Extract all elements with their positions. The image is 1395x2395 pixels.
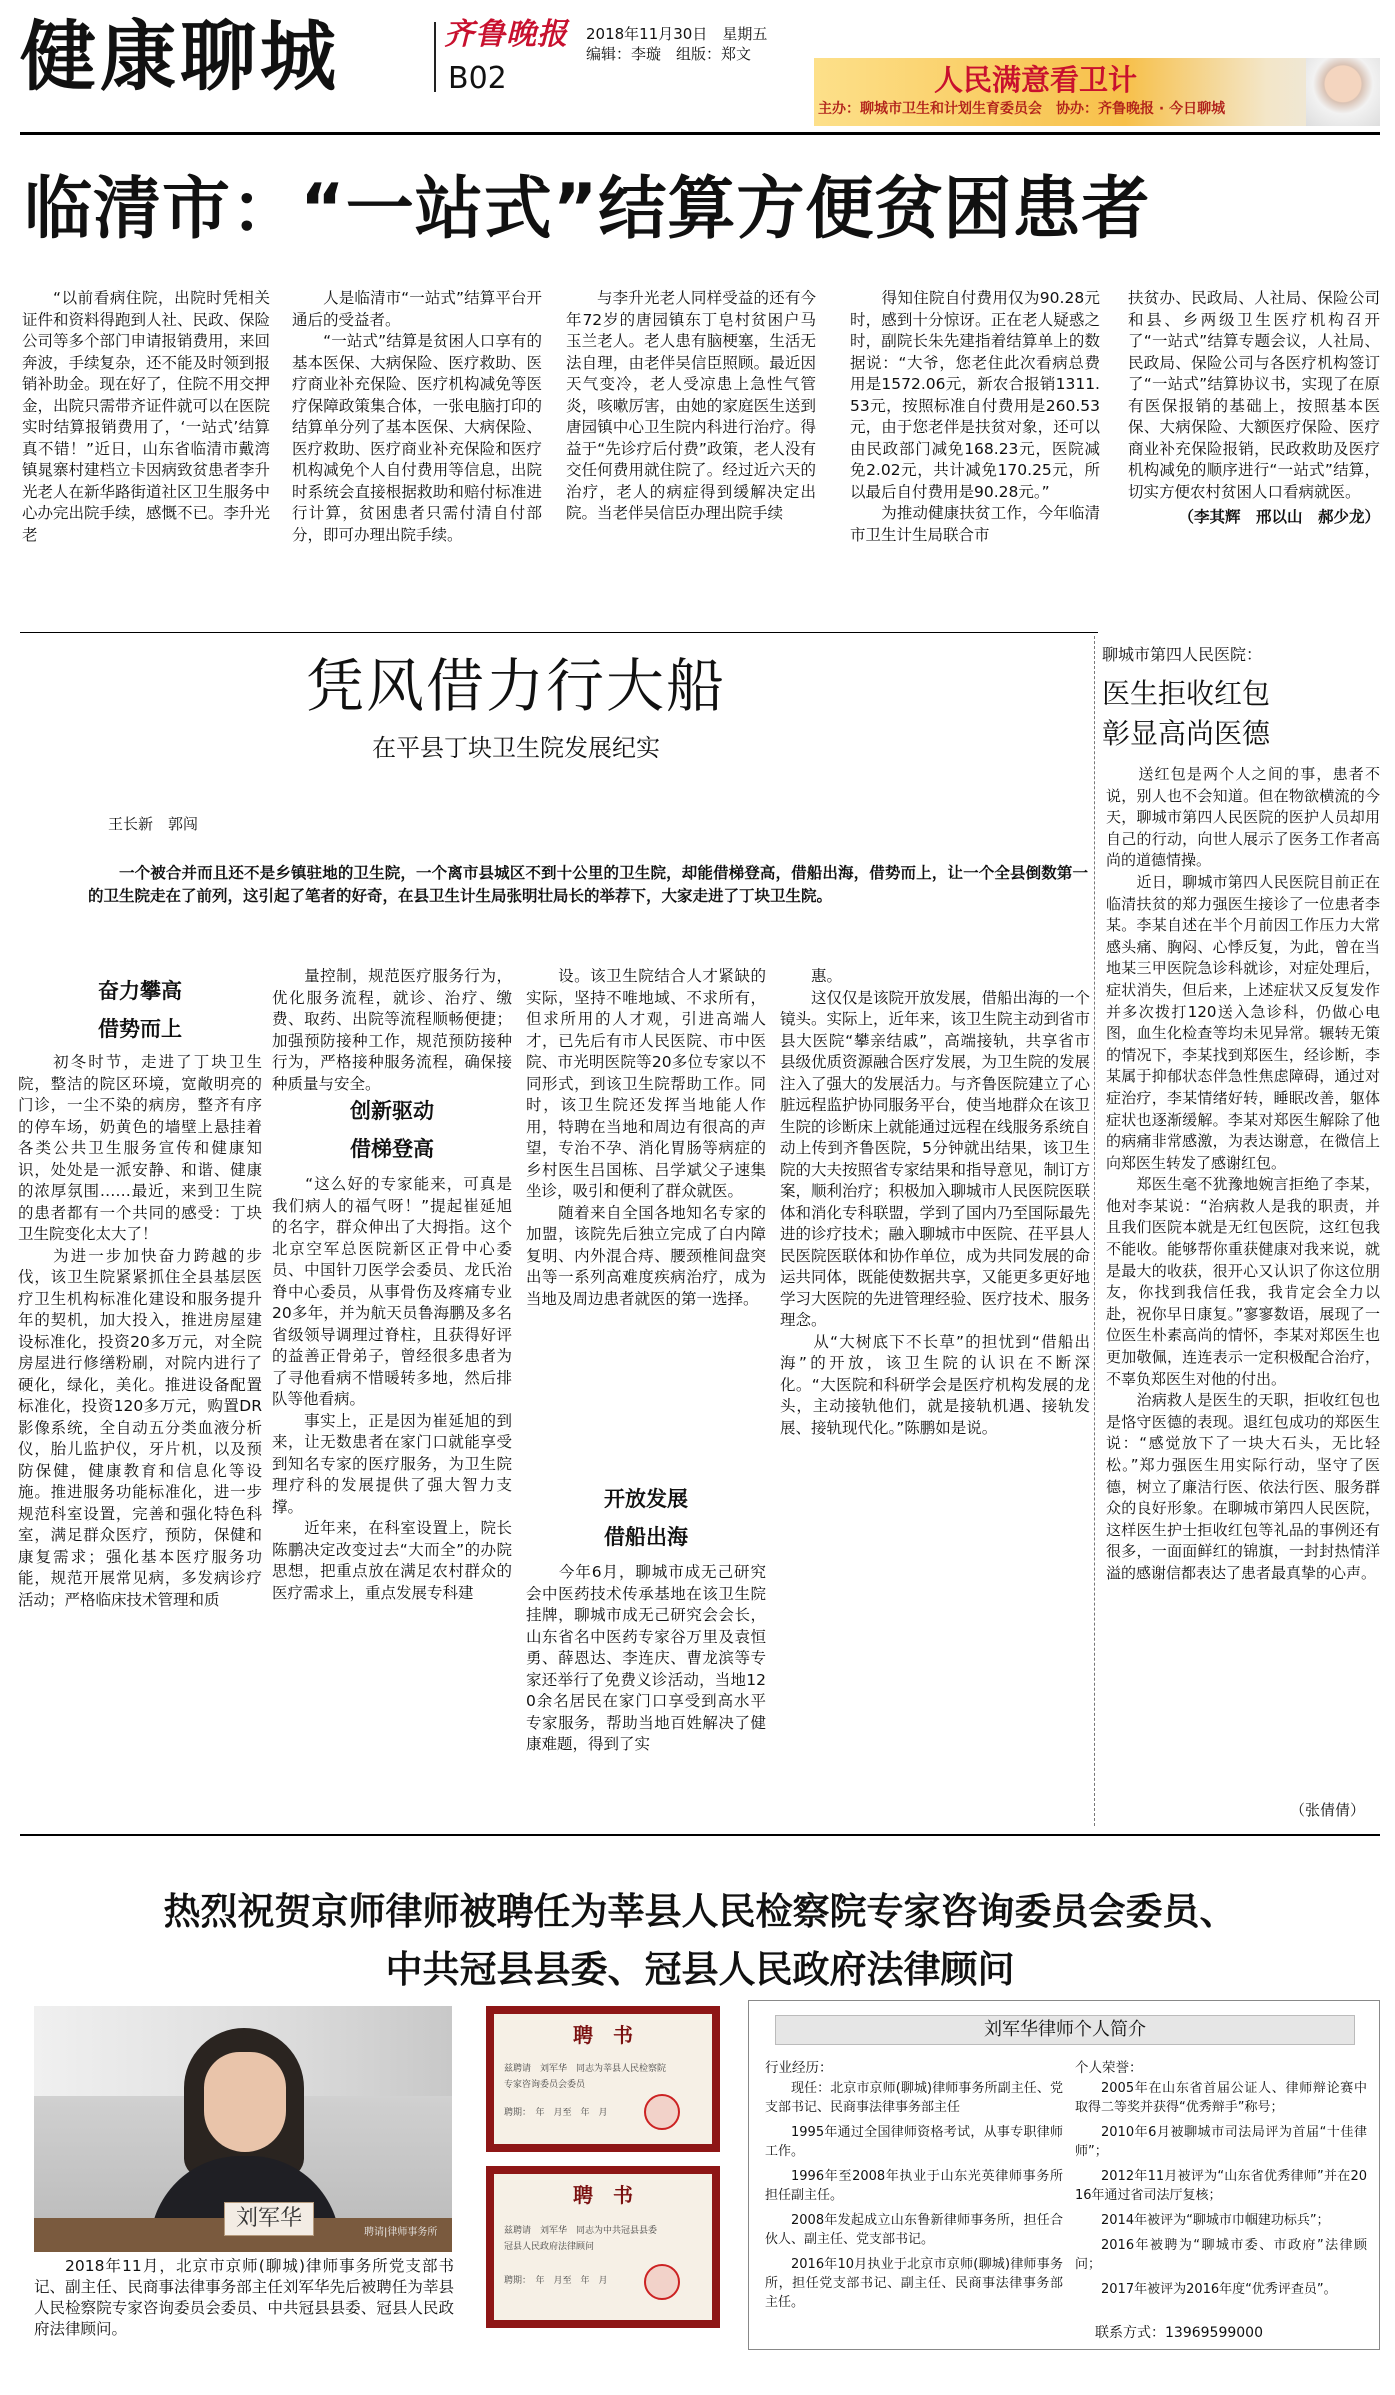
subhead-1-line1: 奋力攀高 <box>98 979 182 1003</box>
honor-item-1: 2005年在山东省首届公证人、律师辩论赛中取得二等奖并获得“优秀辩手”称号； <box>1075 2081 1367 2115</box>
sidebar-title-2: 彰显高尚医德 <box>1102 717 1271 750</box>
name-plate: 刘军华 <box>224 2202 314 2236</box>
lead-column-4 <box>850 288 1100 546</box>
paragraph: 量控制，规范医疗服务行为，优化服务流程，就诊、治疗、缴费、取药、出院等流程顺畅便捷；加强预防接种工作，规范预防接种行为，严格接种服务流程，确保接种质量与安全。 <box>272 967 512 1093</box>
lead-byline: （李其辉 邢以山 郝少龙） <box>1178 508 1380 526</box>
person-face <box>204 2052 286 2152</box>
career-item-4: 2008年发起成立山东鲁新律师事务所，担任合伙人、副主任、党支部书记。 <box>765 2213 1063 2247</box>
profile-title: 刘军华律师个人简介 <box>984 2019 1146 2040</box>
honor-item-4: 2014年被评为“聊城市巾帼建功标兵”； <box>1101 2213 1330 2228</box>
masthead-rule <box>20 132 1380 135</box>
photo-caption-text: 2018年11月，北京市京师(聊城)律师事务所党支部书记、副主任、民商事法律事务部主任刘军华先后被聘任为莘县人民检察院专家咨询委员会委员、中共冠县县委、冠县人民政府法律顾问。 <box>34 2257 454 2338</box>
sidebar-divider <box>1094 636 1095 1826</box>
feature-column-3b <box>526 1562 766 1756</box>
paragraph: 今年6月，聊城市成无己研究会中医药技术传承基地在该卫生院挂牌，聊城市成无己研究会会长，山东省名中医药专家谷万里及袁恒勇、薛恩达、李连庆、曹龙滨等专家还举行了免费义诊活动，当地120余名居民在家门口享受到高水平专家服务，帮助当地百姓解决了健康难题，得到了实 <box>526 1563 766 1753</box>
feature-authors: 王长新 郭闯 <box>108 815 199 833</box>
paragraph: 人是临清市“一站式”结算平台开通后的受益者。 “一站式”结算是贫困人口享有的基本医保、大病保险、医疗救助、医疗商业补充保险、医疗机构减免等医疗保障政策集合体，一张电脑打印的结算单分列了基本医保、大病保险、医疗救助、医疗商业补充保险和医疗机构减免个人自付费用等信息，出院时系统会直接根据救助和赔付标准进行计算，贫困患者只需付清自付部分，即可办理出院手续。 <box>292 289 542 544</box>
honor-list <box>1075 2079 1367 2299</box>
profile-box <box>748 2000 1380 2350</box>
certificate-1-line-1: 兹聘请 刘军华 同志为莘县人民检察院 <box>504 2064 667 2074</box>
certificate-1-paper <box>494 2014 712 2144</box>
feature-column-4 <box>780 966 1090 1439</box>
lead-column-5 <box>1128 288 1380 529</box>
certificate-2-line-2: 冠县人民政府法律顾问 <box>504 2242 595 2252</box>
career-item-2: 1995年通过全国律师资格考试，从事专职律师工作。 <box>765 2125 1063 2159</box>
feature-column-3a <box>526 966 766 1310</box>
banner-sponsors: 主办：聊城市卫生和计划生育委员会 协办：齐鲁晚报 · 今日聊城 <box>818 101 1226 117</box>
certificate-1-seal <box>644 2094 680 2130</box>
editor-credits: 编辑：李璇 组版：郑文 <box>586 45 752 63</box>
subhead-3-line1: 开放发展 <box>604 1487 688 1511</box>
career-list <box>765 2079 1063 2312</box>
feature-intro <box>88 862 1088 908</box>
lead-headline: 临清市：“一站式”结算方便贫困患者 <box>24 170 1151 249</box>
newspaper-logo: 齐鲁晚报 <box>444 17 568 52</box>
certificate-1-line-2: 专家咨询委员会委员 <box>504 2080 586 2090</box>
masthead-divider <box>434 22 436 92</box>
paragraph: 送红包是两个人之间的事，患者不说，别人也不会知道。但在物欲横流的今天，聊城市第四人民医院的医护人员却用自己的行动，向世人展示了医务工作者高尚的道德情操。 近日，聊城市第四人民医院目前正在临清扶贫的郑力强医生接诊了一位患者李某。李某自述在半个月前因工作压力大常感头痛、胸闷、心悸反复，为此，曾在当地某三甲医院急诊科就诊，对症处理后，症状消失，但后来，上述症状又反复发作并多次拨打120送入急诊科，仍做心电图，血生化检查等均未见异常。辗转无策的情况下，李某找到郑医生，经诊断，李某属于抑郁状态伴急性焦虑障碍，通过对症治疗，李某情绪好转，睡眠改善，躯体症状也逐渐缓解。李某对郑医生解除了他的病痛非常感激，为表达谢意，在微信上向郑医生转发了感谢红包。 郑医生毫不犹豫地婉言拒绝了李某，他对李某说：“治病救人是我的职责，并且我们医院本就是无红包医院，这红包我不能收。能够帮你重获健康对我来说，就是最大的收获，很开心又认识了你这位朋友，你找到我信任我，我肯定会全力以赴，祝你早日康复。”寥寥数语，展现了一位医生朴素高尚的情怀，李某对郑医生也更加敬佩，连连表示一定积极配合治疗，不辜负郑医生对他的付出。 治病救人是医生的天职，拒收红包也是恪守医德的表现。退红包成功的郑医生说：“感觉放下了一块大石头，无比轻松。”郑力强医生用实际行动，坚守了医德，树立了廉洁行医、依法行医、服务群众的良好形象。在聊城市第四人民医院，这样医生护士拒收红包等礼品的事例还有很多，一面面鲜红的锦旗，一封封热情洋溢的感谢信都表达了患者最真挚的心声。 <box>1106 765 1380 1582</box>
certificate-2-seal <box>644 2264 680 2300</box>
certificate-2-title: 聘 书 <box>573 2183 633 2207</box>
nurse-photo <box>1306 58 1380 126</box>
ad-headline-2: 中共冠县县委、冠县人民政府法律顾问 <box>385 1948 1015 1991</box>
certificate-2-line-3: 聘期： 年 月至 年 月 <box>504 2276 608 2286</box>
career-label: 行业经历： <box>765 2060 833 2076</box>
contact-info: 联系方式：13969599000 <box>1095 2325 1263 2341</box>
certificate-1 <box>486 2006 720 2152</box>
lead-col5-text: 扶贫办、民政局、人社局、保险公司和县、乡两级卫生医疗机构召开了“一站式”结算专题会议，人社局、民政局、保险公司与各医疗机构签订了“一站式”结算协议书，实现了在原有医保报销的基础上，按照基本医保、大病保险、大额医疗保险、医疗商业补充保险报销，民政救助及医疗机构减免的顺序进行“一站式”结算，切实方便农村贫困人口看病就医。 <box>1128 289 1380 501</box>
lead-column-2 <box>292 288 542 546</box>
certificate-2-line-1: 兹聘请 刘军华 同志为中共冠县县委 <box>504 2226 658 2236</box>
issue-date: 2018年11月30日 星期五 <box>586 25 768 43</box>
photo-small-sign: 聘请|律师事务所 <box>364 2227 438 2238</box>
feature-column-1 <box>18 1052 262 1611</box>
subhead-2-line2: 借梯登高 <box>350 1137 434 1161</box>
section-title: 健康聊城 <box>20 12 340 101</box>
campaign-banner <box>814 58 1380 126</box>
feature-column-2b <box>272 1174 512 1604</box>
sidebar-kicker: 聊城市第四人民医院： <box>1102 645 1263 664</box>
honor-item-5: 2016年被聘为“聊城市委、市政府”法律顾问； <box>1075 2238 1367 2272</box>
paragraph: 设。该卫生院结合人才紧缺的实际，坚持不唯地域、不求所有，但求所用的人才观，引进高端人才，已先后有市人民医院、市中医院、市光明医院等20多位专家以不同形式，到该卫生院帮助工作。同时，该卫生院还发挥当地能人作用，特聘在当地和周边有很高的声望，专治不孕、消化胃肠等病症的乡村医生吕国栋、吕学斌父子速集坐诊，吸引和便利了群众就医。 随着来自全国各地知名专家的加盟，该院先后独立完成了白内障复明、内外混合痔、腰颈椎间盘突出等一系列高难度疾病治疗，成为当地及周边患者就医的第一选择。 <box>526 967 766 1308</box>
lead-col3-text: 与李升光老人同样受益的还有今年72岁的唐园镇东丁皂村贫困户马玉兰老人。老人患有脑梗塞，生活无法自理，由老伴吴信臣照顾。最近因天气变冷，老人受凉患上急性气管炎，咳嗽厉害，由她的家庭医生送到唐园镇中心卫生院内科进行治疗。得益于“先诊疗后付费”政策，老人没有交任何费用就住院了。经过近六天的治疗，老人的病症得到缓解决定出院。当老伴吴信臣办理出院手续 <box>566 289 816 522</box>
photo-caption <box>34 2256 454 2340</box>
banner-title: 人民满意看卫计 <box>934 63 1138 97</box>
feature-intro-text: 一个被合并而且还不是乡镇驻地的卫生院，一个离市县城区不到十公里的卫生院，却能借梯登高，借船出海，借势而上，让一个全县倒数第一的卫生院走在了前列，这引起了笔者的好奇，在县卫生计生局张明壮局长的举荐下，大家走进了丁块卫生院。 <box>88 864 1088 905</box>
ad-top-rule <box>20 1834 1380 1836</box>
sidebar-byline: （张倩倩） <box>1290 1801 1366 1819</box>
lead-bottom-rule <box>20 632 1098 633</box>
subhead-3-line2: 借船出海 <box>604 1525 688 1549</box>
lead-column-3 <box>566 288 816 525</box>
honor-item-2: 2010年6月被聊城市司法局评为首届“十佳律师”； <box>1075 2125 1367 2159</box>
paragraph: 得知住院自付费用仅为90.28元时，感到十分惊讶。正在老人疑惑之时，副院长朱先建指着结算单上的数据说：“大爷，您老住此次看病总费用是1572.06元，新农合报销1311.53元，按照标准自付费用是260.53元，由于您老伴是扶贫对象，还可以由民政部门减免168.23元，医院减免2.02元，共计减免170.25元，所以最后自付费用是90.28元。” 为推动健康扶贫工作，今年临清市卫生计生局联合市 <box>850 289 1100 544</box>
honor-label: 个人荣誉： <box>1075 2060 1143 2076</box>
feature-subhead-3 <box>526 1484 766 1552</box>
lead-col1-text: “以前看病住院，出院时凭相关证件和资料得跑到人社、民政、保险公司等多个部门申请报销费用，来回奔波，手续复杂，还不能及时领到报销补助金。现在好了，住院不用交押金，出院只需带齐证件就可以在医院实时结算报销费用了，‘一站式’结算真不错！”近日，山东省临清市戴湾镇晁寨村建档立卡因病致贫患者李升光老人在新华路街道社区卫生服务中心办完出院手续，感慨不已。李升光老 <box>22 289 271 544</box>
certificate-2-paper <box>494 2174 712 2320</box>
certificate-1-title: 聘 书 <box>573 2023 633 2047</box>
paragraph: 惠。 这仅仅是该院开放发展，借船出海的一个镜头。实际上，近年来，该卫生院主动到省市县大医院“攀亲结戚”，高端接轨，共享省市县级优质资源融合医疗发展，为卫生院的发展注入了强大的发展活力。与齐鲁医院建立了心脏远程监护协同服务平台，使当地群众在该卫生院的诊断床上就能通过远程在线服务系统自动上传到齐鲁医院，5分钟就出结果，该卫生院的大夫按照省专家结果和指导意见，制订方案，顺利治疗；积极加入聊城市人民医院医联体和消化专科联盟，学到了国内乃至国际最先进的诊疗技术；融入聊城市中医院、茌平县人民医院医联体和协作单位，成为共同发展的命运共同体，既能使数据共享，又能更多更好地学习大医院的先进管理经验、医疗技术、服务理念。 从“大树底下不长草”的担忧到“借船出海”的开放，该卫生院的认识在不断深化。“大医院和科研学会是医疗机构发展的龙头，主动接轨他们，就是接轨机遇、接轨发展、接轨现代化。”陈鹏如是说。 <box>780 967 1091 1437</box>
lawyer-photo <box>34 2006 452 2252</box>
certificate-1-line-3: 聘期： 年 月至 年 月 <box>504 2108 608 2118</box>
career-item-3: 1996年至2008年执业于山东光英律师事务所担任副主任。 <box>765 2169 1063 2203</box>
feature-subhead-2 <box>272 1096 512 1164</box>
ad-headline-1: 热烈祝贺京师律师被聘任为莘县人民检察院专家咨询委员会委员、 <box>163 1890 1237 1933</box>
certificate-2 <box>486 2166 720 2328</box>
sidebar-body <box>1106 764 1380 1585</box>
honor-item-3: 2012年11月被评为“山东省优秀律师”并在2016年通过省司法厅复核； <box>1075 2169 1367 2203</box>
career-item-1: 现任：北京市京师(聊城)律师事务所副主任、党支部书记、民商事法律事务部主任 <box>765 2081 1063 2115</box>
feature-subhead: 在平县丁块卫生院发展纪实 <box>372 734 660 762</box>
feature-subhead-1 <box>22 976 258 1044</box>
career-item-5: 2016年10月执业于北京市京师(聊城)律师事务所，担任党支部书记、副主任、民商事法律事务部主任。 <box>765 2257 1063 2310</box>
feature-column-2a <box>272 966 512 1095</box>
feature-headline: 凭风借力行大船 <box>305 652 726 720</box>
subhead-2-line1: 创新驱动 <box>350 1099 434 1123</box>
paragraph: 初冬时节，走进了丁块卫生院，整洁的院区环境，宽敞明亮的门诊，一尘不染的病房，整齐有序的停车场，奶黄色的墙壁上悬挂着各类公共卫生服务宣传和健康知识，处处是一派安静、和谐、健康的浓厚氛围……最近，来到卫生院的患者都有一个共同的感受：丁块卫生院变化太大了！ 为进一步加快奋力跨越的步伐，该卫生院紧紧抓住全县基层医疗卫生机构标准化建设和服务提升年的契机，加大投入，推进房屋建设标准化，投资20多万元，对全院房屋进行修缮粉刷，对院内进行了硬化，绿化，美化。推进设备配置标准化，投资120多万元，购置DR影像系统，全自动五分类血液分析仪，胎儿监护仪，牙片机，以及预防保健，健康教育和信息化等设施。推进服务功能标准化，进一步规范科室设置，完善和强化特色科室，满足群众医疗，预防，保健和康复需求；强化基本医疗服务功能，规范开展常见病，多发病诊疗活动；严格临床技术管理和质 <box>18 1053 262 1609</box>
sidebar-title-1: 医生拒收红包 <box>1102 677 1271 710</box>
page-number: B02 <box>448 61 507 96</box>
lead-column-1 <box>22 288 270 546</box>
subhead-1-line2: 借势而上 <box>98 1017 182 1041</box>
paragraph: “这么好的专家能来，可真是我们病人的福气呀！”提起崔延旭的名字，群众伸出了大拇指。这个北京空军总医院新区正骨中心委员、中国针刀医学会委员、龙氏治脊中心委员，从事骨伤及疼痛专业20多年，并为航天员鲁海鹏及多名省级领导调理过脊柱，且获得好评的益善正骨弟子，曾经很多患者为了寻他看病不惜暖转多地，然后排队等他看病。 事实上，正是因为崔延旭的到来，让无数患者在家门口就能享受到知名专家的医疗服务，为卫生院理疗科的发展提供了强大智力支撑。 近年来，在科室设置上，院长陈鹏决定改变过去“大而全”的办院思想，把重点放在满足农村群众的医疗需求上，重点发展专科建 <box>272 1175 512 1602</box>
honor-item-6: 2017年被评为2016年度“优秀评查员”。 <box>1101 2282 1337 2297</box>
